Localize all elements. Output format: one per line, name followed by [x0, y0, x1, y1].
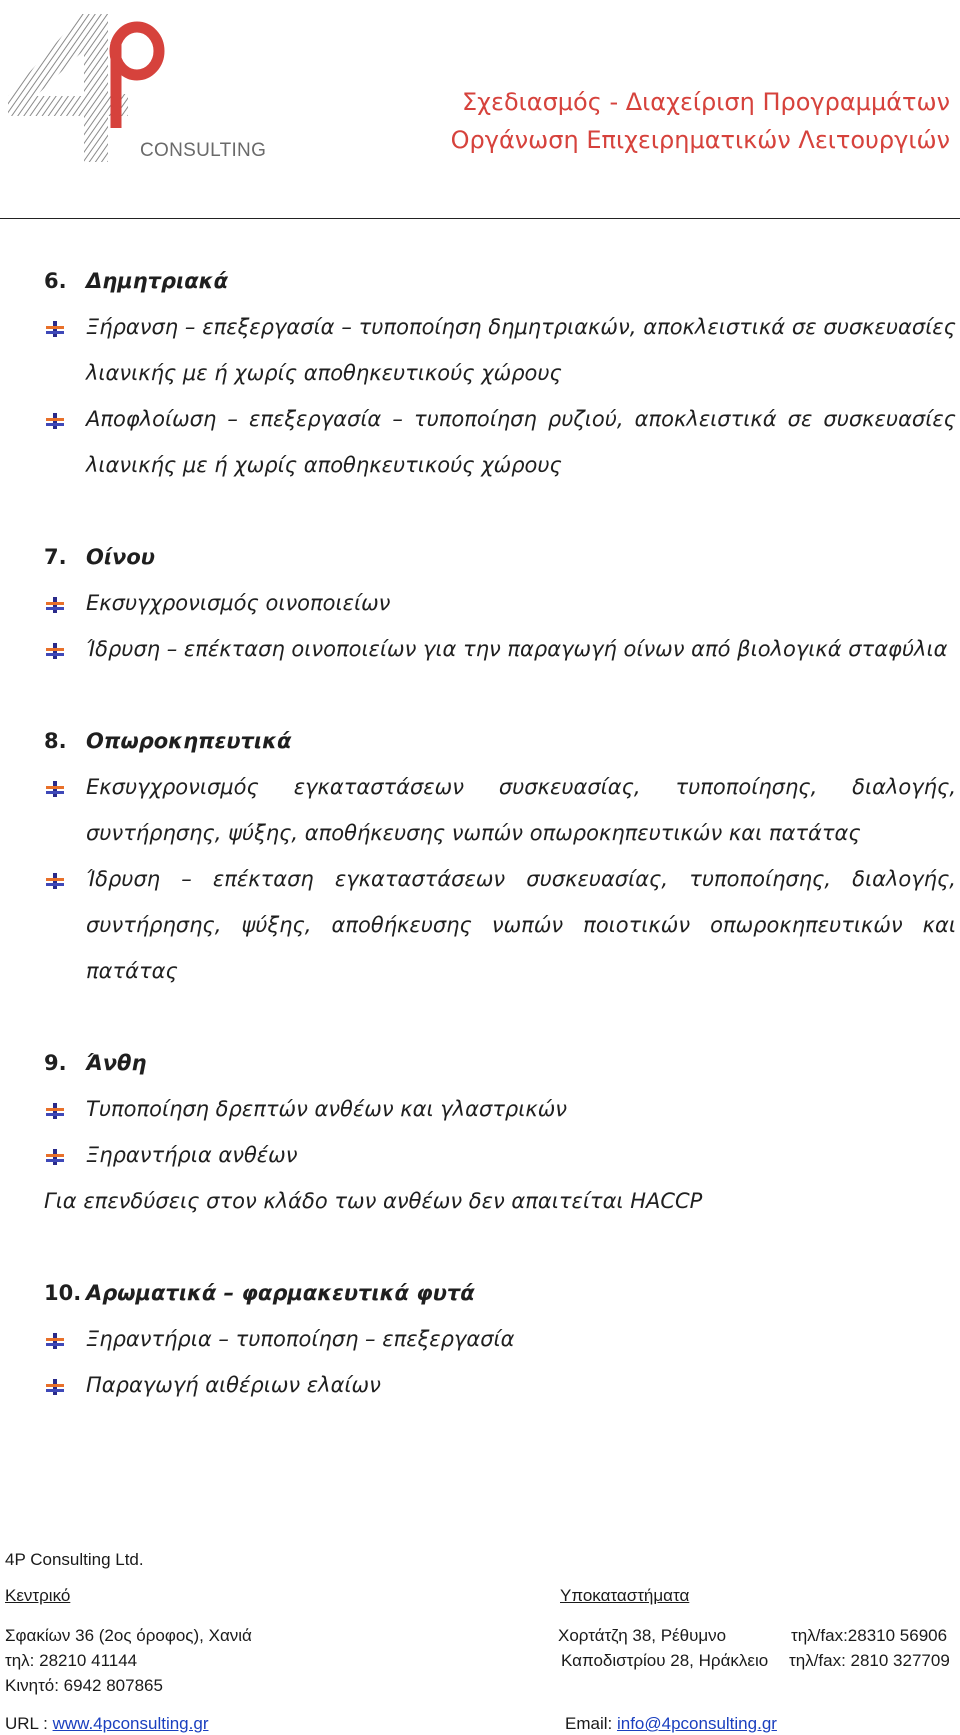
url-label: URL :: [5, 1714, 48, 1733]
section-7: [44, 534, 956, 672]
list-item-text: Εκσυγχρονισμός εγκαταστάσεων συσκευασίας, τυποποίησης, διαλογής, συντήρησης, ψύξης, αποθήκευσης νωπών οπωροκηπευτικών και πατάτας: [86, 775, 956, 845]
hq-phone: τηλ: 28210 41144: [5, 1651, 138, 1670]
list-item-text: Ξηραντήρια – τυποποίηση – επεξεργασία: [86, 1327, 515, 1351]
branch1-address: Χορτάτζη 38, Ρέθυμνο: [558, 1626, 727, 1645]
list-item: [44, 580, 956, 626]
section-8: [44, 718, 956, 994]
branch2-phone: τηλ/fax: 2810 327709: [789, 1651, 950, 1670]
list-item: [44, 1132, 956, 1178]
email-link[interactable]: info@4pconsulting.gr: [616, 1714, 777, 1733]
section-note: Για επενδύσεις στον κλάδο των ανθέων δεν απαιτείται HACCP: [44, 1189, 703, 1213]
section-number: 8.: [44, 729, 67, 753]
list-item-text: Ξηραντήρια ανθέων: [86, 1143, 298, 1167]
document-body: [44, 258, 956, 1408]
company-name: 4P Consulting Ltd.: [5, 1550, 144, 1569]
list-item: [44, 396, 956, 488]
bullet-icon: [46, 1103, 64, 1119]
page-header: [0, 0, 960, 219]
list-item-text: Τυποποίηση δρεπτών ανθέων και γλαστρικών: [86, 1097, 568, 1121]
email-row: [565, 1714, 777, 1734]
bullet-icon: [46, 873, 64, 889]
section-9: [44, 1040, 956, 1224]
bullet-icon: [46, 643, 64, 659]
list-item: [44, 1086, 956, 1132]
section-heading: [44, 1040, 956, 1086]
section-6: [44, 258, 956, 488]
branches-label: Υποκαταστήματα: [560, 1586, 690, 1605]
bullet-icon: [46, 321, 64, 337]
list-item-text: Εκσυγχρονισμός οινοποιείων: [86, 591, 391, 615]
website-link[interactable]: www.4pconsulting.gr: [52, 1714, 209, 1733]
branch1-phone: τηλ/fax:28310 56906: [791, 1626, 948, 1645]
list-item: [44, 856, 956, 994]
section-heading: [44, 258, 956, 304]
section-number: 7.: [44, 545, 67, 569]
list-item: [44, 626, 956, 672]
bullet-icon: [46, 1149, 64, 1165]
bullet-icon: [46, 781, 64, 797]
section-heading: [44, 1270, 956, 1316]
tagline-line-1: Σχεδιασμός - Διαχείριση Προγραμμάτων: [461, 88, 950, 116]
section-number: 9.: [44, 1051, 67, 1075]
tagline-line-2: Οργάνωση Επιχειρηματικών Λειτουργιών: [450, 126, 950, 154]
section-number: 6.: [44, 269, 67, 293]
section-number: 10.: [44, 1281, 82, 1305]
logo-text: CONSULTING: [140, 140, 267, 161]
hq-address: Σφακίων 36 (2ος όροφος), Χανιά: [5, 1626, 252, 1645]
section-heading: [44, 534, 956, 580]
list-item-text: Ίδρυση – επέκταση οινοποιείων για την παραγωγή οίνων από βιολογικά σταφύλια: [86, 637, 948, 661]
list-item: [44, 1362, 956, 1408]
url-row: [5, 1714, 208, 1734]
section-title: Δημητριακά: [86, 269, 228, 293]
section-heading: [44, 718, 956, 764]
section-title: Αρωματικά – φαρμακευτικά φυτά: [86, 1281, 475, 1305]
bullet-icon: [46, 413, 64, 429]
section-title: Οπωροκηπευτικά: [86, 729, 292, 753]
list-item-text: Ίδρυση – επέκταση εγκαταστάσεων συσκευασίας, τυποποίησης, διαλογής, συντήρησης, ψύξης, αποθήκευσης νωπών ποιοτικών οπωροκηπευτικών και πατάτας: [86, 867, 956, 983]
list-item: [44, 304, 956, 396]
bullet-icon: [46, 597, 64, 613]
bullet-icon: [46, 1333, 64, 1349]
hq-mobile: Κινητό: 6942 807865: [5, 1676, 163, 1695]
section-title: Άνθη: [86, 1051, 147, 1075]
list-item: [44, 764, 956, 856]
section-title: Οίνου: [86, 545, 155, 569]
email-label: Email:: [565, 1714, 613, 1733]
list-item: [44, 1316, 956, 1362]
section-10: [44, 1270, 956, 1408]
list-item-text: Παραγωγή αιθέριων ελαίων: [86, 1373, 381, 1397]
list-item-text: Ξήρανση – επεξεργασία – τυποποίηση δημητριακών, αποκλειστικά σε συσκευασίες λιανικής με ή χωρίς αποθηκευτικούς χώρους: [86, 315, 956, 385]
branch2-address: Καποδιστρίου 28, Ηράκλειο: [561, 1651, 769, 1670]
list-item-text: Αποφλοίωση – επεξεργασία – τυποποίηση ρυζιού, αποκλειστικά σε συσκευασίες λιανικής με ή χωρίς αποθηκευτικούς χώρους: [86, 407, 956, 477]
hq-label: Κεντρικό: [5, 1586, 71, 1605]
bullet-icon: [46, 1379, 64, 1395]
